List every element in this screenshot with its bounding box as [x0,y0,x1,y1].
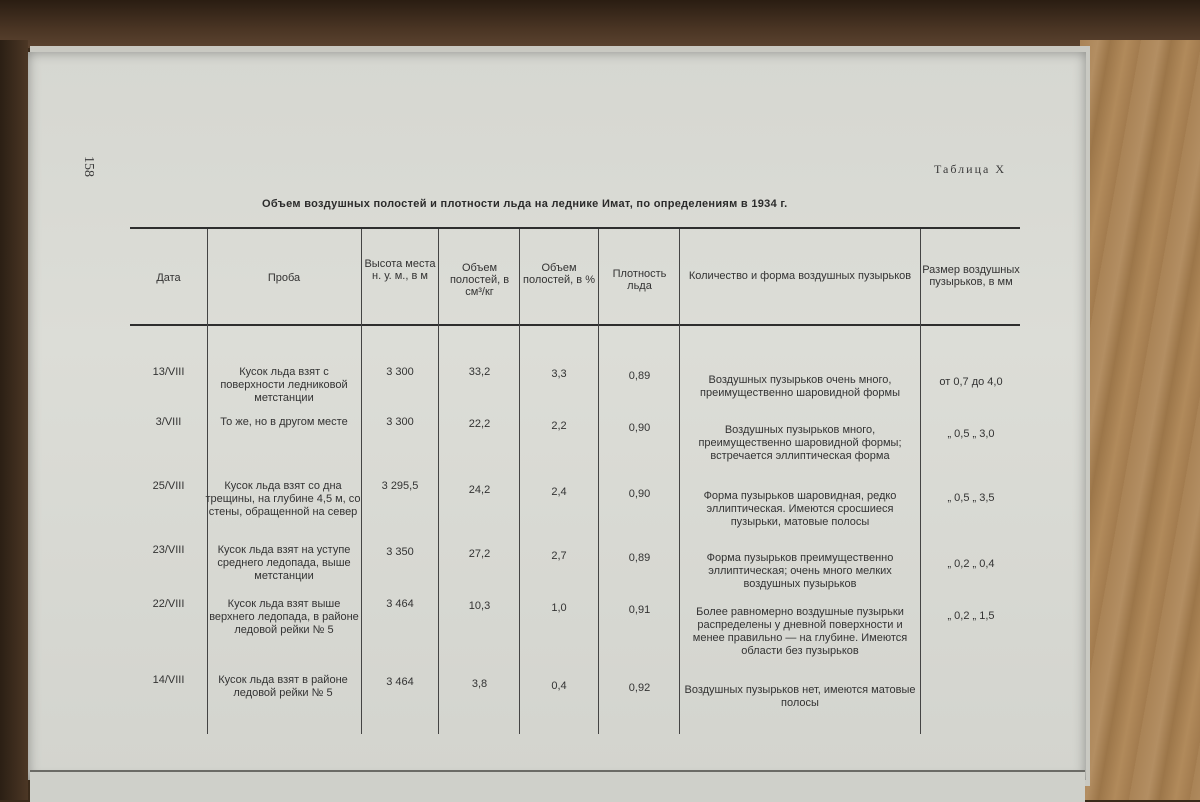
header-volume-cm3: Объем полостей, в см³/кг [449,262,510,298]
row4-density: 0,89 [628,552,651,564]
table-top-rule [130,227,1020,229]
row2-height: 3 300 [386,416,414,428]
row3-density: 0,90 [628,488,651,500]
row3-height: 3 295,5 [381,480,419,492]
header-density: Плотность льда [612,268,667,292]
row6-sample: Кусок льда взят в районе ледовой рейки № 5 [218,674,348,699]
row4-date: 23/VIII [152,544,185,556]
row5-size: „ 0,2 „ 1,5 [947,610,995,622]
row3-vol-pct: 2,4 [551,486,567,498]
row5-density: 0,91 [628,604,651,616]
row1-density: 0,89 [628,370,651,382]
row5-sample: Кусок льда взят выше верхнего ледопада, в районе ледовой рейки № 5 [209,598,359,636]
wood-background-top [0,0,1200,48]
row4-bubbles: Форма пузырьков преимущественно эллиптическая; очень много мелких воздушных пузырьков [706,552,894,590]
row4-vol-pct: 2,7 [551,550,567,562]
column-divider [920,229,921,734]
column-divider [438,229,439,734]
column-divider [679,229,680,734]
header-volume-pct: Объем полостей, в % [523,262,595,286]
row5-vol-pct: 1,0 [551,602,567,614]
row2-bubbles: Воздушных пузырьков много, преимущественно шаровидной формы; встречается эллиптическая форма [698,424,902,462]
row6-date: 14/VIII [152,674,185,686]
row4-vol-cm3: 27,2 [468,548,491,560]
wood-background-right [1080,40,1200,800]
row5-date: 22/VIII [152,598,185,610]
column-divider [519,229,520,734]
row6-vol-cm3: 3,8 [471,678,488,690]
table-label: Таблица X [934,162,1006,176]
row1-bubbles: Воздушных пузырьков очень много, преимущественно шаровидной формы [700,374,900,399]
row6-height: 3 464 [386,676,414,688]
row1-height: 3 300 [386,366,414,378]
header-sample: Проба [267,272,301,284]
row1-size: от 0,7 до 4,0 [939,376,1003,388]
row1-vol-cm3: 33,2 [468,366,491,378]
page-number: 158 [81,156,96,177]
header-date: Дата [156,272,181,284]
row3-sample: Кусок льда взят со дна трещины, на глубине 4,5 м, со стены, обращенной на север [205,480,361,518]
row2-density: 0,90 [628,422,651,434]
row3-size: „ 0,5 „ 3,5 [947,492,995,504]
header-bubble-size: Размер воздушных пузырьков, в мм [922,264,1020,288]
row4-height: 3 350 [386,546,414,558]
row5-vol-cm3: 10,3 [468,600,491,612]
row3-vol-cm3: 24,2 [468,484,491,496]
row1-date: 13/VIII [152,366,185,378]
row1-vol-pct: 3,3 [551,368,567,380]
row5-height: 3 464 [386,598,414,610]
row2-vol-cm3: 22,2 [468,418,491,430]
row3-date: 25/VIII [152,480,185,492]
row2-size: „ 0,5 „ 3,0 [947,428,995,440]
row4-sample: Кусок льда взят на уступе среднего ледопада, выше метстанции [217,544,351,582]
row6-bubbles: Воздушных пузырьков нет, имеются матовые полосы [684,684,916,709]
row2-date: 3/VIII [155,416,182,428]
row2-vol-pct: 2,2 [551,420,567,432]
row6-vol-pct: 0,4 [551,680,567,692]
row1-sample: Кусок льда взят с поверхности ледниковой метстанции [220,366,348,404]
header-bubbles: Количество и форма воздушных пузырьков [688,270,912,282]
table-header-rule [130,324,1020,326]
row4-size: „ 0,2 „ 0,4 [947,558,995,570]
row6-density: 0,92 [628,682,651,694]
next-page-edge [30,770,1085,802]
row5-bubbles: Более равномерно воздушные пузырьки распределены у дневной поверхности и менее правильно — на глубине. Имеются области без пузырьков [692,606,908,657]
table-title: Объем воздушных полостей и плотности льда на леднике Имат, по определениям в 1934 г. [262,198,788,210]
column-divider [598,229,599,734]
row2-sample: То же, но в другом месте [220,416,348,428]
row3-bubbles: Форма пузырьков шаровидная, редко эллиптическая. Имеются сросшиеся пузырьки, матовые полосы [703,490,897,528]
header-height: Высота места н. у. м., в м [364,258,436,282]
wood-background-left [0,40,28,800]
